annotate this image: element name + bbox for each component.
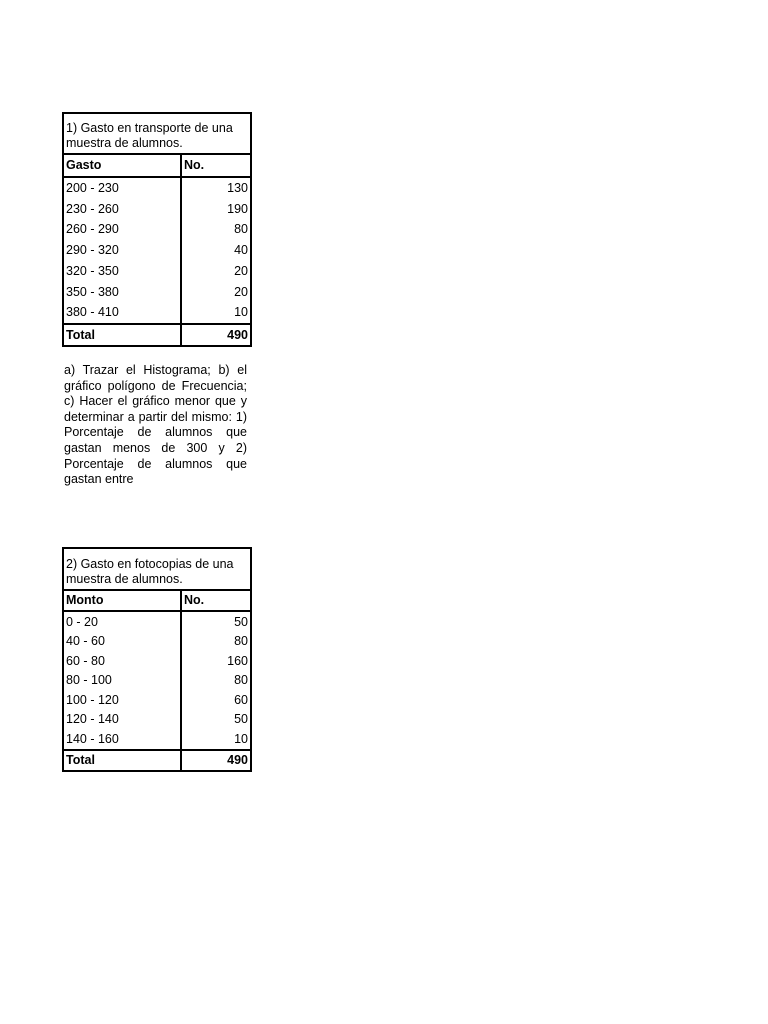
range-cell[interactable]: 0 - 20 (63, 611, 181, 632)
total-value[interactable]: 490 (181, 324, 251, 346)
range-cell[interactable]: 290 - 320 (63, 240, 181, 261)
table-row (63, 611, 251, 632)
table-title[interactable]: 2) Gasto en fotocopias de una muestra de alumnos. (63, 548, 251, 590)
count-cell[interactable]: 20 (181, 261, 251, 282)
table-row (63, 199, 251, 220)
photocopy-expense-table (62, 547, 252, 772)
table-title[interactable]: 1) Gasto en transporte de una muestra de alumnos. (63, 113, 251, 154)
column-header-gasto[interactable]: Gasto (63, 154, 181, 177)
column-header-count[interactable]: No. (181, 154, 251, 177)
column-header-monto[interactable]: Monto (63, 590, 181, 611)
total-label[interactable]: Total (63, 324, 181, 346)
count-cell[interactable]: 10 (181, 302, 251, 324)
range-cell[interactable]: 230 - 260 (63, 199, 181, 220)
table-row (63, 710, 251, 730)
table-row (63, 177, 251, 199)
total-label[interactable]: Total (63, 750, 181, 771)
count-cell[interactable]: 80 (181, 632, 251, 652)
count-cell[interactable]: 10 (181, 729, 251, 750)
count-cell[interactable]: 80 (181, 219, 251, 240)
table-row (63, 261, 251, 282)
table-row (63, 690, 251, 710)
count-cell[interactable]: 130 (181, 177, 251, 199)
count-cell[interactable]: 80 (181, 671, 251, 691)
total-value[interactable]: 490 (181, 750, 251, 771)
range-cell[interactable]: 350 - 380 (63, 281, 181, 302)
range-cell[interactable]: 60 - 80 (63, 651, 181, 671)
count-cell[interactable]: 190 (181, 199, 251, 220)
range-cell[interactable]: 100 - 120 (63, 690, 181, 710)
exercise-instructions[interactable]: a) Trazar el Histograma; b) el gráfico polígono de Frecuencia; c) Hacer el gráfico menor que y determinar a partir del mismo: 1) Porcentaje de alumnos que gastan menos de 300 y 2) Porcentaje de alumnos que gastan entre (64, 363, 247, 487)
table-row (63, 632, 251, 652)
column-header-count[interactable]: No. (181, 590, 251, 611)
range-cell[interactable]: 40 - 60 (63, 632, 181, 652)
table-row (63, 302, 251, 324)
range-cell[interactable]: 380 - 410 (63, 302, 181, 324)
table-row (63, 651, 251, 671)
range-cell[interactable]: 140 - 160 (63, 729, 181, 750)
table-row (63, 671, 251, 691)
count-cell[interactable]: 60 (181, 690, 251, 710)
count-cell[interactable]: 50 (181, 710, 251, 730)
count-cell[interactable]: 20 (181, 281, 251, 302)
table-header-row (63, 590, 251, 611)
table-row (63, 219, 251, 240)
range-cell[interactable]: 320 - 350 (63, 261, 181, 282)
count-cell[interactable]: 40 (181, 240, 251, 261)
range-cell[interactable]: 80 - 100 (63, 671, 181, 691)
table-header-row (63, 154, 251, 177)
transport-expense-table (62, 112, 252, 347)
count-cell[interactable]: 50 (181, 611, 251, 632)
total-row (63, 324, 251, 346)
total-row (63, 750, 251, 771)
count-cell[interactable]: 160 (181, 651, 251, 671)
range-cell[interactable]: 200 - 230 (63, 177, 181, 199)
table-row (63, 281, 251, 302)
table-row (63, 240, 251, 261)
range-cell[interactable]: 260 - 290 (63, 219, 181, 240)
range-cell[interactable]: 120 - 140 (63, 710, 181, 730)
table-row (63, 729, 251, 750)
